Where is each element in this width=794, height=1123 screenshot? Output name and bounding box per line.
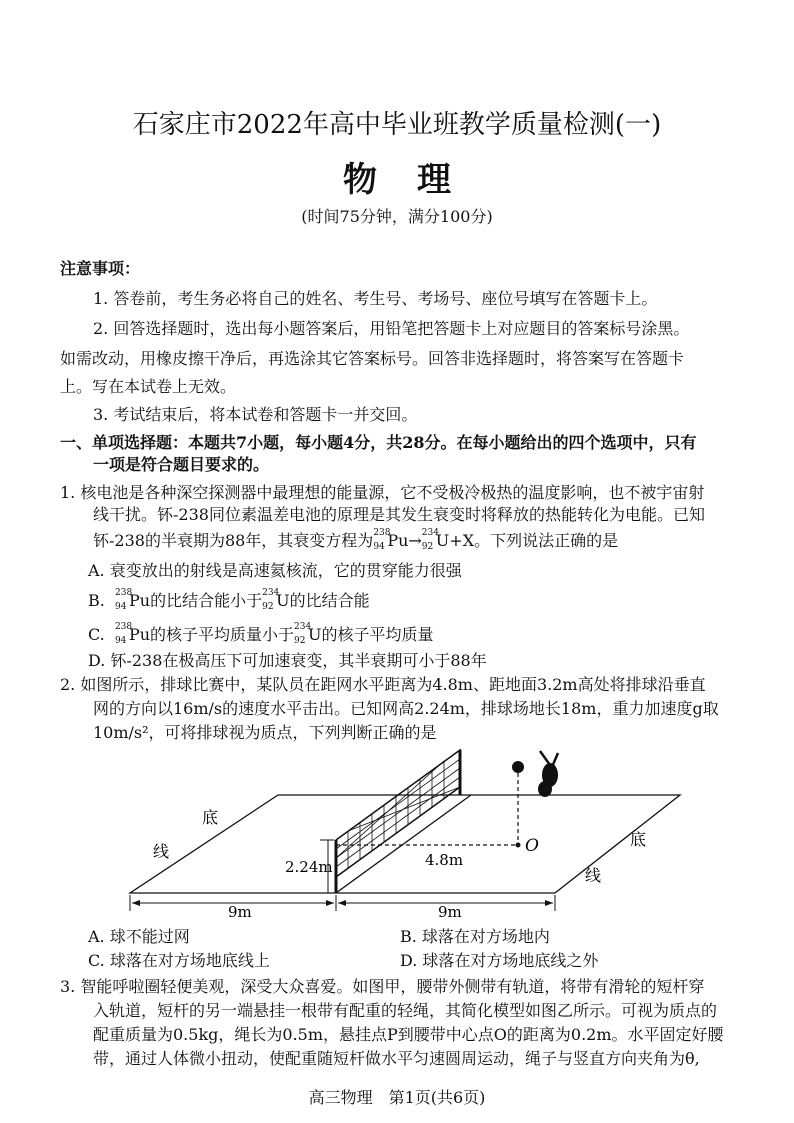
left-baseline-label: 线 <box>153 842 170 861</box>
arrow-icon: → <box>408 531 422 550</box>
volleyball-court-figure <box>120 745 740 920</box>
ball <box>512 761 524 773</box>
q2-option-d: D. 球落在对方场地底线之外 <box>400 951 599 970</box>
net <box>336 750 460 893</box>
right-baseline-label: 线 <box>585 866 602 885</box>
center-line <box>336 795 471 893</box>
q1-option-a: A. 衰变放出的射线是高速氦核流，它的贯穿能力很强 <box>88 561 462 580</box>
q2-stem: 2. 如图所示，排球比赛中，某队员在距网水平距离为4.8m、距地面3.2m高处将排球沿垂直 <box>60 675 706 694</box>
q1-stem: 1. 核电池是各种深空探测器中最理想的能量源，它不受极冷极热的温度影响，也不被宇宙射 <box>60 483 705 502</box>
notice-item: 上。写在本试卷上无效。 <box>60 377 237 396</box>
pu-nuclide: 238 94 Pu <box>373 528 409 552</box>
q3-stem: 3. 智能呼啦圈轻便美观，深受大众喜爱。如图甲，腰带外侧带有轨道，将带有滑轮的短杆穿 <box>60 977 705 996</box>
notice-item: 2. 回答选择题时，选出每小题答案后，用铅笔把答题卡上对应题目的答案标号涂黑。 <box>93 319 690 338</box>
q2-option-c: C. 球落在对方场地底线上 <box>88 951 270 970</box>
q1-stem: 线干扰。钚-238同位素温差电池的原理是其发生衰变时将释放的热能转化为电能。已知 <box>93 505 705 524</box>
q2-stem: 10m/s²，可将排球视为质点，下列判断正确的是 <box>93 723 437 742</box>
net-height-label: 2.24m <box>285 858 333 876</box>
q3-stem: 带，通过人体微小扭动，使配重随短杆做水平匀速圆周运动，绳子与竖直方向夹角为θ, <box>93 1049 700 1068</box>
left-length-label: 9m <box>228 903 252 920</box>
u-nuclide: 234 92 U <box>421 528 450 552</box>
point-o-label: O <box>525 836 539 856</box>
q3-stem: 配重质量为0.5kg，绳长为0.5m，悬挂点P到腰带中心点O的距离为0.2m。水平固定好腰 <box>93 1025 724 1044</box>
right-length-label: 9m <box>438 903 462 920</box>
left-baseline-label: 底 <box>202 808 219 827</box>
section-heading: 一、单项选择题：本题共7小题，每小题4分，共28分。在每小题给出的四个选项中，只有 <box>60 433 697 452</box>
eq-tail: +X <box>449 531 475 550</box>
q2-stem: 网的方向以16m/s的速度水平击出。已知网高2.24m，排球场地长18m，重力加速度g取 <box>93 699 719 718</box>
exam-title: 石家庄市2022年高中毕业班教学质量检测(一) <box>132 110 662 140</box>
distance-label: 4.8m <box>425 851 464 869</box>
page-footer: 高三物理 第1页(共6页) <box>308 1088 486 1107</box>
notice-item: 1. 答卷前，考生务必将自己的姓名、考生号、考场号、座位号填写在答题卡上。 <box>93 289 658 308</box>
right-baseline-label: 底 <box>630 830 647 849</box>
q2-option-a: A. 球不能过网 <box>88 927 190 946</box>
q1-stem-text: 。下列说法正确的是 <box>474 531 619 550</box>
q1-option-c: C. 238 94 Pu的核子平均质量小于 234 92 U的核子平均质量 <box>88 622 434 646</box>
q3-stem: 入轨道，短杆的另一端悬挂一根带有配重的轻绳，其简化模型如图乙所示。可视为质点的 <box>93 1001 718 1020</box>
section-heading-cont: 一项是符合题目要求的。 <box>93 455 270 474</box>
q1-stem-equation <box>93 528 618 551</box>
q1-stem-text: 钚-238的半衰期为88年，其衰变方程为 <box>93 531 374 550</box>
subject-title: 物理 <box>343 160 491 200</box>
exam-time: (时间75分钟，满分100分) <box>301 207 493 226</box>
notice-heading: 注意事项： <box>60 259 141 278</box>
notice-item: 3. 考试结束后，将本试卷和答题卡一并交回。 <box>93 405 418 424</box>
player-icon <box>538 751 558 797</box>
q1-option-d: D. 钚-238在极高压下可加速衰变，其半衰期可小于88年 <box>88 651 487 670</box>
q1-option-b: B. 238 94 Pu的比结合能小于 234 92 U的比结合能 <box>88 588 370 612</box>
q2-option-b: B. 球落在对方场地内 <box>400 927 550 946</box>
notice-item: 如需改动，用橡皮擦干净后，再选涂其它答案标号。回答非选择题时，将答案写在答题卡 <box>60 349 685 368</box>
